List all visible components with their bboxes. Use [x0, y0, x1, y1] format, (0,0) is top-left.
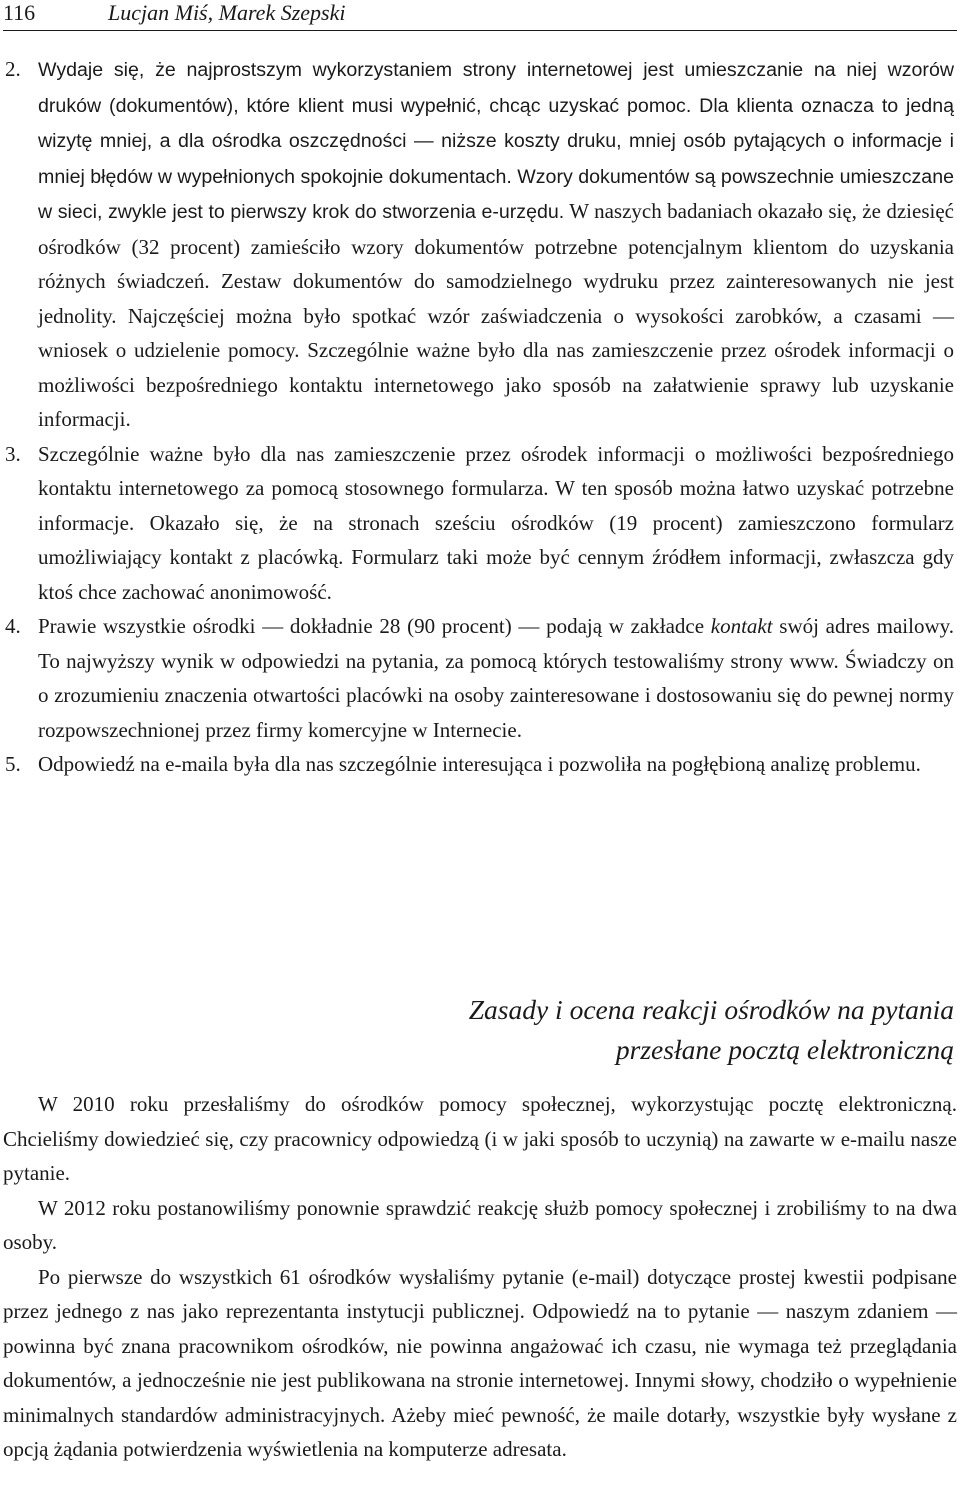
list-item-number: 5. — [5, 752, 21, 776]
list-item-sans-text: Wydaje się, że najprostszym wykorzystaniem strony internetowej jest umieszczanie na niej wzorów druków (dokumentów), które klient musi wypełnić, chcąc uzyskać pomoc. Dla klienta oznacza to jedną wizytę mniej, a dla ośrodka oszczędności — niższe koszty druku, mniej osób pytających o informacje i mniej błędów w wypełnionych spokojnie dokumentach. Wzory dokumentów są powszechnie umieszczane w sieci, zwykle jest to pierwszy krok do stworzenia e-urzędu. — [38, 59, 954, 223]
section-heading-line-1: Zasady i ocena reakcji ośrodków na pytania — [468, 994, 954, 1025]
list-item-text: Odpowiedź na e-maila była dla nas szczególnie interesująca i pozwoliła na pogłębioną analizę problemu. — [38, 752, 921, 776]
list-item — [0, 609, 954, 747]
list-item-text: swój adres mailowy. To najwyższy wynik w odpowiedzi na pytania, za pomocą których testowaliśmy strony www. Świadczy on o zrozumieniu znaczenia otwartości placówki na osoby zainteresowane i dostosowaniu się do pewnej normy rozpowszechnionej przez firmy komercyjne w Internecie. — [38, 614, 955, 742]
numbered-list — [0, 52, 954, 782]
paragraph: W 2010 roku przesłaliśmy do ośrodków pomocy społecznej, wykorzystując pocztę elektroniczną. Chcieliśmy dowiedzieć się, czy pracownicy odpowiedzą (i w jaki sposób to uczynią) na zawarte w e-mailu nasze pytanie. — [3, 1092, 957, 1185]
list-item-number: 3. — [5, 441, 21, 466]
paragraph: W 2012 roku postanowiliśmy ponownie sprawdzić reakcję służb pomocy społecznej i zrobiliśmy to na dwa osoby. — [3, 1195, 957, 1254]
section-heading — [254, 990, 954, 1070]
body-text — [3, 1087, 957, 1467]
page-number: 116 — [3, 0, 36, 25]
section-heading-line-2: przesłane pocztą elektroniczną — [615, 1034, 954, 1065]
running-head — [3, 0, 957, 31]
list-item-text: W naszych badaniach okazało się, że dziesięć ośrodków (32 procent) zamieściło wzory dokumentów potrzebne potencjalnym klientom do uzyskania różnych świadczeń. Zestaw dokumentów do samodzielnego wydruku przez zainteresowanych nie jest jednolity. Najczęściej można było spotkać wzór zaświadczenia o wysokości zarobków, a czasami — wniosek o udzielenie pomocy. Szczególnie ważne było dla nas zamieszczenie przez ośrodek informacji o możliwości bezpośredniego kontaktu internetowego jako sposób na załatwienie sprawy lub uzyskanie informacji. — [38, 199, 954, 431]
running-head-authors: Lucjan Miś, Marek Szepski — [108, 0, 346, 25]
list-item — [0, 437, 954, 610]
list-item — [0, 52, 954, 437]
list-item-text: Szczególnie ważne było dla nas zamieszczenie przez ośrodek informacji o możliwości bezpośredniego kontaktu internetowego za pomocą stosownego formularza. W ten sposób można łatwo uzyskać potrzebne informacje. Okazało się, że na stronach sześciu ośrodków (19 procent) zamieszczono formularz umożliwiający kontakt z placówką. Formularz taki może być cennym źródłem informacji, zwłaszcza gdy ktoś chce zachować anonimowość. — [38, 441, 954, 604]
paragraph: Po pierwsze do wszystkich 61 ośrodków wysłaliśmy pytanie (e-mail) dotyczące prostej kwestii podpisane przez jednego z nas jako reprezentanta instytucji publicznej. Odpowiedź na to pytanie — naszym zdaniem — powinna być znana pracownikom ośrodków, nie powinna angażować ich czasu, nie wymaga też przeglądania dokumentów, a jednocześnie nie jest publikowana na stronie internetowej. Innymi słowy, chodziło o wypełnienie minimalnych standardów administracyjnych. Ażeby mieć pewność, że maile dotarły, wszystkie były wysłane z opcją żądania potwierdzenia wyświetlenia na komputerze adresata. — [3, 1264, 957, 1461]
list-item-number: 4. — [5, 614, 21, 638]
list-item — [0, 747, 954, 782]
list-item-italic-term: kontakt — [710, 614, 773, 638]
list-item-text-before: Prawie wszystkie ośrodki — dokładnie 28 (90 procent) — podają w zakładce — [38, 614, 711, 638]
list-item-number: 2. — [5, 57, 21, 81]
